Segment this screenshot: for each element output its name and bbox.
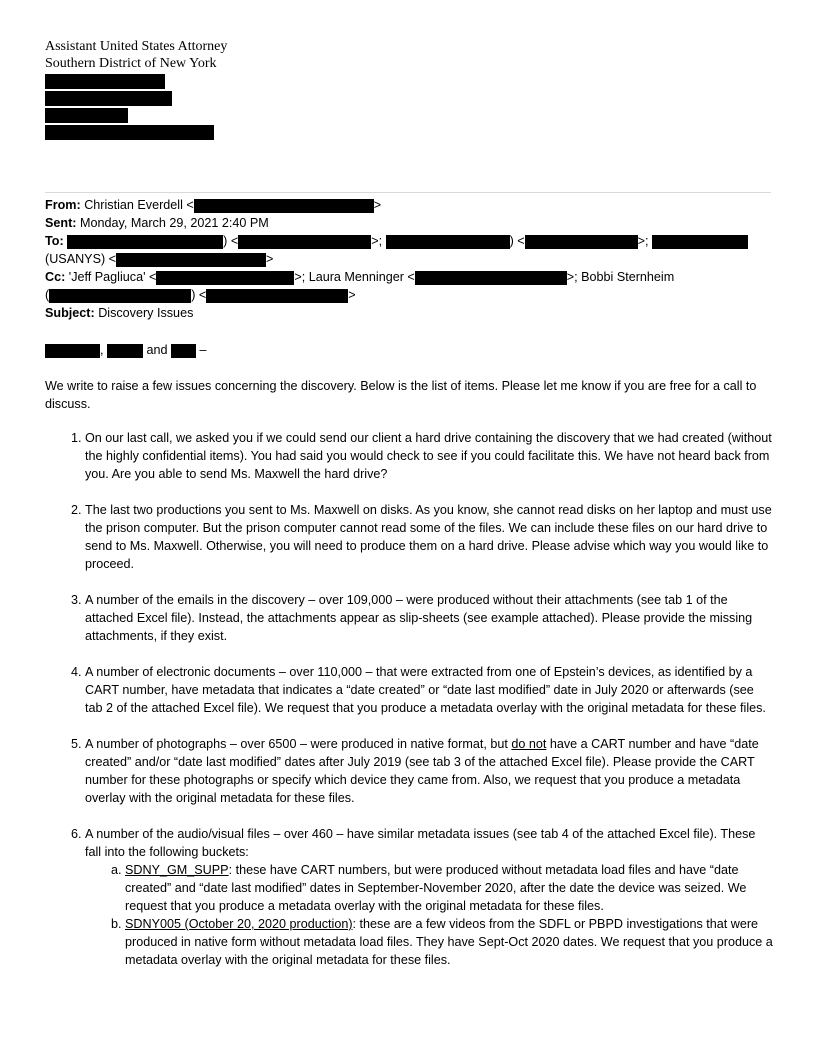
redaction-block [415,271,567,285]
to-line2-prefix: (USANYS) < [45,252,117,266]
to-line [45,232,775,250]
to-label: To: [45,234,64,248]
to-separator: >; [637,234,649,248]
redaction-block [386,235,510,249]
redaction-block [107,344,143,358]
issue-item-5-emphasis: do not [511,737,547,751]
intro-paragraph: We write to raise a few issues concerning the discovery. Below is the list of items. Please let me know if you are free for a call to discuss. [45,379,757,411]
sent-line [45,214,775,232]
redaction-block [49,289,191,303]
from-line [45,196,775,214]
letterhead-title: Assistant United States Attorney [45,39,228,54]
redaction-block [45,108,128,123]
bucket-a-text: : these have CART numbers, but were produced without metadata load files and have “date created” and “date last modified” dates in September-November 2020, after the date the device was seized. We request that you produce a metadata overlay with the original metadata for these files. [125,863,747,913]
greeting-comma: , [100,343,104,357]
issue-item-2: 2. The last two productions you sent to Ms. Maxwell on disks. As you know, she cannot read disks on her laptop and must use the prison computer. But the prison computer cannot read some of the files. We can include these files on our hard drive to send to Ms. Maxwell. Otherwise, you will need to produce them on a hard drive. Please advise which way you would like to proceed. [85,501,773,573]
to-line-continued [45,250,775,268]
redaction-block [194,199,374,213]
cc-label: Cc: [45,270,66,284]
bucket-item-b [125,915,773,969]
redaction-block [652,235,748,249]
from-close: > [373,198,382,212]
bucket-b-title: SDNY005 (October 20, 2020 production) [125,917,353,931]
redaction-block [45,125,214,140]
redaction-block [206,289,348,303]
cc-separator-2: >; Bobbi Sternheim [566,270,675,284]
bucket-a-title: SDNY_GM_SUPP [125,863,229,877]
letterhead [45,38,227,140]
issue-item-1: 1. On our last call, we asked you if we could send our client a hard drive containing the discovery that we had created (without the highly confidential items). You had said you would check to see if you could facilitate this. We have not heard back from you. Are you able to send Ms. Maxwell the hard drive? [85,429,773,483]
email-message [45,196,775,987]
cc-line [45,268,775,286]
redaction-block [45,74,165,89]
issue-item-5 [85,735,773,807]
from-name: Christian Everdell < [84,198,194,212]
to-separator: >; [371,234,383,248]
bucket-item-a [125,861,773,915]
letterhead-office: Southern District of New York [45,56,217,71]
redaction-block [45,91,172,106]
sent-label: Sent: [45,216,77,230]
redaction-block [238,235,371,249]
issue-item-5-text-a: A number of photographs – over 6500 – were produced in native format, but [85,737,512,751]
redaction-block [156,271,294,285]
greeting-and: and [146,343,168,357]
cc-name-1: 'Jeff Pagliuca' < [68,270,157,284]
issue-item-6 [85,825,773,969]
issue-list [45,429,773,969]
issue-item-6-text: A number of the audio/visual files – over 460 – have similar metadata issues (see tab 4 of the attached Excel file). These fall into the following buckets: [85,827,756,859]
redaction-block [171,344,196,358]
cc-separator-1: >; Laura Menninger < [294,270,415,284]
greeting-dash: – [199,343,207,357]
from-label: From: [45,198,81,212]
subject-value: Discovery Issues [98,306,194,320]
redaction-block [525,235,638,249]
cc-line2-open: ( [45,288,50,302]
greeting [45,341,775,359]
subject-label: Subject: [45,306,95,320]
to-separator: ) < [509,234,525,248]
cc-line2-close: > [348,288,356,302]
subject-line [45,304,775,322]
bucket-b-text: : these are a few videos from the SDFL or PBPD investigations that were produced in native form without metadata load files. They have Sept-Oct 2020 dates. We request that you produce a metadata overlay with the original metadata for these files. [125,917,773,967]
cc-line-continued [45,286,775,304]
issue-item-5-text-b: have a CART number and have “date created” and/or “date last modified” dates after July 2019 (see tab 3 of the attached Excel file). Please provide the CART number for these photographs or specify which device they came from. Also, we request that you produce a metadata overlay with the original metadata for these files. [85,737,759,805]
redaction-block [67,235,223,249]
to-line2-close: > [266,252,274,266]
issue-item-3: 3. A number of the emails in the discovery – over 109,000 – were produced without their attachments (see tab 1 of the attached Excel file). Instead, the attachments appear as slip-sheets (see example attached). Please provide the missing attachments, if they exist. [85,591,773,645]
redaction-block [45,344,100,358]
to-separator: ) < [223,234,239,248]
header-divider [45,192,771,193]
bucket-list [85,861,773,969]
cc-line2-separator: ) < [191,288,207,302]
issue-item-4: 4. A number of electronic documents – over 110,000 – that were extracted from one of Epstein’s devices, as identified by a CART number, have metadata that indicates a “date created” or “date last modified” date in July 2020 or afterwards (see tab 2 of the attached Excel file). We request that you produce a metadata overlay with the original metadata for these files. [85,663,773,717]
sent-value: Monday, March 29, 2021 2:40 PM [79,216,269,230]
redaction-block [116,253,266,267]
